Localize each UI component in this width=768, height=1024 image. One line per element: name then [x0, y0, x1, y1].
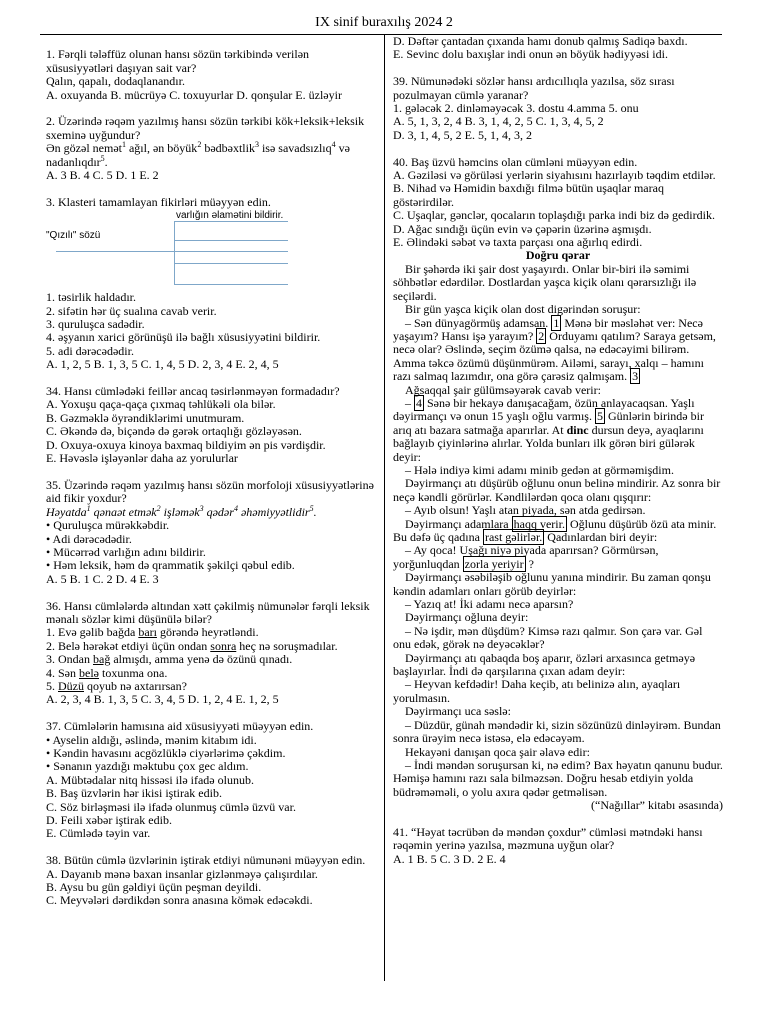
question-41 [393, 826, 723, 866]
answer-option: C. Əkəndə də, biçəndə də gərək ortaqlığı gözləyəsən. [46, 424, 302, 439]
story-paragraph: – İndi məndən soruşursan ki, nə edim? Bax həyatın qanunu budur. Həmişə hamını razı sala bilməzsən. Doğru hesab etdiyin yolda büdrəməməli, o yolu axıra qədər getməlisən. [393, 757, 723, 799]
story-paragraph: – Nə işdir, mən düşdüm? Kimsə razı qalmır. Son çarə var. Gəl onu edək, görək nə deyəcəklər? [393, 623, 703, 652]
answer-option: B. Gəzməklə öyrəndiklərimi unutmuram. [46, 410, 245, 425]
page-title: IX sinif buraxılış 2024 2 [315, 15, 453, 30]
answer-option: A. Gəziləsi və görüləsi yerlərin siyahısını hazırlayıb təqdim etdilər. [393, 168, 716, 183]
number-marker: 1 [553, 315, 560, 330]
list-item: • Quruluşca mürəkkəbdir. [46, 518, 170, 533]
answer-option: D. Feili xəbər iştirak edib. [46, 813, 172, 828]
question-38 [46, 854, 376, 908]
story-title: Doğru qərar [525, 248, 591, 263]
story-paragraph: – Ayıb olsun! Yaşlı atan piyada, sən atda gedirsən. [405, 503, 646, 518]
answer-option: B. Nihad və Həmidin baxdığı filmə bütün uşaqlar maraq göstərirdilər. [393, 181, 664, 209]
question-sentence: Ən gözəl nemət$^1$ ağıl, ən böyük$^2$ bədbəxtlik$^3$ isə savadsızlıq$^4$ və nadanlıqdır$^5$. [46, 140, 350, 169]
story-paragraph: Dəyirmançı əsəbiləşib oğlunu yanına mindirir. Bu zaman qonşu kəndin adamları onları görüb deyirlər: [393, 570, 711, 598]
story-paragraph: – Hələ indiyə kimi adamı minib gedən at görməmişdim. [405, 462, 674, 477]
left-column [46, 35, 376, 908]
list-item: 4. Sən belə toxunma ona. [46, 665, 168, 680]
story-source: (“Nağıllar” kitabı əsasında) [591, 798, 723, 813]
story-paragraph: – Heyvan kefdədir! Daha keçib, atı belinizə alın, ayaqları yorulmasın. [393, 677, 681, 705]
answer-options: A. 2, 3, 4 B. 1, 3, 5 C. 3, 4, 5 D. 1, 2, 4 E. 1, 2, 5 [46, 692, 279, 707]
column-divider [384, 34, 385, 981]
question-36 [46, 600, 376, 707]
question-text: 39. Nümunədəki sözlər hansı ardıcıllıqla yazılsa, söz sırası pozulmayan cümlə yaranar? [393, 74, 675, 102]
answer-option: D. Ağac sındığı üçün evin və çəpərin üzərinə aşmışdı. [393, 221, 652, 236]
question-text: 2. Üzərində rəqəm yazılmış hansı sözün tərkibi kök+leksik+leksik sxeminə uyğundur? [46, 114, 365, 142]
list-item: 1. təsirlik haldadır. [46, 290, 136, 305]
story-paragraph: Dəyirmançı adamlara haqq verir. Oğlunu düşürüb özü ata minir. Bu dəfə üç qadına rast gəlirlər. Qadınlardan biri deyir: [393, 516, 717, 544]
story-paragraph: Hekayəni danışan qoca şair əlavə edir: [405, 744, 590, 759]
answer-option: B. Aysu bu gün gəldiyi üçün peşman deyildi. [46, 880, 262, 895]
question-2 [46, 115, 376, 182]
question-words: 1. gələcək 2. dinləməyəcək 3. dostu 4.amma 5. onu [393, 101, 639, 116]
question-1 [46, 48, 376, 102]
answer-option: B. Baş üzvlərin hər ikisi iştirak edib. [46, 786, 222, 801]
cluster-line [174, 284, 288, 285]
story-paragraph: Ağsaqqal şair gülümsəyərək cavab verir: [405, 382, 601, 397]
cluster-line [56, 251, 288, 252]
list-item: 2. Belə hərəkət etdiyi üçün ondan sonra heç nə soruşmadılar. [46, 638, 338, 653]
story-paragraph: Bir gün yaşca kiçik olan dost digərindən soruşur: [405, 302, 641, 317]
answer-option: C. Uşaqlar, gənclər, qocaların toplaşdığı parka indi biz də gedirdik. [393, 208, 715, 223]
answer-option: E. Əlindəki səbət və taxta parçası ona ağırlıq edirdi. [393, 235, 643, 250]
answer-options: A. 1 B. 5 C. 3 D. 2 E. 4 [393, 851, 506, 866]
boxed-phrase: rast gəlirlər. [484, 530, 543, 544]
question-text: 37. Cümlələrin hamısına aid xüsusiyyəti müəyyən edin. [46, 719, 314, 734]
answer-options: A. 3 B. 4 C. 5 D. 1 E. 2 [46, 168, 159, 183]
question-37 [46, 720, 376, 841]
question-sentence: Həyatda$^1$ qənaət etmək$^2$ işləmək$^3$ qədər$^4$ əhəmiyyətlidir$^5$. [46, 503, 317, 519]
question-text: 38. Bütün cümlə üzvlərinin iştirak etdiyi nümunəni müəyyən edin. [46, 853, 366, 868]
question-text: 35. Üzərində rəqəm yazılmış hansı sözün morfoloji xüsusiyyətlərinə aid fikir yoxdur? [46, 477, 374, 506]
question-39 [393, 75, 723, 142]
answer-option: E. Həvəslə işləyənlər daha az yorulurlar [46, 451, 238, 466]
list-item: 4. əşyanın xarici görünüşü ilə bağlı xüsusiyyətini bildirir. [46, 330, 321, 345]
story-paragraph: – 4 Sənə bir hekayə danışacağam, özün anlayacaqsan. Yaşlı dəyirmançı və onun 15 yaşlı oğlu varmış. 5 Günlərin birində bir arıq atı bazara satmağa aparırlar. At dinc dursun deyə, ayaqlarını bağlayıb çiyinlərinə alırlar. Yolda bunları ilk görən biri gülərək deyir: [393, 395, 704, 464]
story-paragraph: – Ay qoca! Uşağı niyə piyada aparırsan? Görmürsən, yorğunluqdan zorla yeriyir ? [393, 543, 659, 571]
list-item: • Kəndin havasını acgözlüklə ciyərlərimə çəkdim. [46, 745, 286, 760]
list-item: • Ayselin aldığı, əslində, mənim kitabım idi. [46, 732, 257, 747]
number-marker: 2 [538, 328, 545, 343]
cluster-line [174, 240, 288, 241]
answer-option: E. Cümlədə təyin var. [46, 826, 151, 841]
list-item: 2. sifətin hər üç sualına cavab verir. [46, 303, 217, 318]
story [393, 249, 723, 812]
question-text: 41. “Həyat təcrübən də məndən çoxdur” cümləsi mətndəki hansı rəqəmin yerinə yazılsa, məzmuna uyğun olar? [393, 824, 703, 853]
answer-options: D. 3, 1, 4, 5, 2 E. 5, 1, 4, 3, 2 [393, 127, 532, 142]
answer-options: A. 5 B. 1 C. 2 D. 4 E. 3 [46, 571, 159, 586]
cluster-line [174, 263, 288, 264]
cluster-diagram [46, 209, 290, 287]
question-text: 1. Fərqli tələffüz olunan hansı sözün tərkibində verilən xüsusiyyətləri daşıyan sait var? [46, 47, 310, 75]
story-paragraph: Dəyirmançı uca səslə: [405, 704, 511, 719]
cluster-label: "Qızılı" sözü [46, 230, 101, 242]
story-paragraph: Dəyirmançı oğluna deyir: [405, 610, 529, 625]
cluster-line [174, 221, 288, 222]
boxed-phrase: haqq verir. [513, 516, 565, 531]
question-text: 40. Baş üzvü həmcins olan cümləni müəyyən edin. [393, 154, 638, 169]
answer-options: A. 1, 2, 5 B. 1, 3, 5 C. 1, 4, 5 D. 2, 3, 4 E. 2, 4, 5 [46, 357, 279, 372]
answer-option: C. Söz birləşməsi ilə ifadə olunmuş cümlə üzvü var. [46, 799, 296, 814]
question-words: Qalın, qapalı, dodaqlanandır. [46, 74, 185, 89]
list-item: 3. Ondan bağ almışdı, amma yenə də özünü qınadı. [46, 652, 293, 667]
number-marker: 3 [632, 369, 639, 384]
answer-option: D. Dəftər çantadan çıxanda hamı donub qalmış Sadiqə baxdı. [393, 34, 688, 48]
list-item: 5. adi dərəcədədir. [46, 343, 134, 358]
question-text: 34. Hansı cümlədəki feillər ancaq təsirlənməyən formadadır? [46, 384, 340, 399]
question-35 [46, 479, 376, 586]
answer-options: A. 5, 1, 3, 2, 4 B. 3, 1, 4, 2, 5 C. 1, 3, 4, 5, 2 [393, 114, 604, 129]
list-item: • Sənanın yazdığı məktubu çox gec aldım. [46, 759, 249, 774]
cluster-frame [174, 221, 289, 285]
list-item: • Mücərrəd varlığın adını bildirir. [46, 544, 206, 559]
cluster-top-text: varlığın əlamətini bildirir. [176, 210, 284, 222]
story-paragraph: Dəyirmançı atı qabaqda boş aparır, özləri arxasınca getməyə başlayırlar. İndi də qarşılarına çıxan adam deyir: [393, 650, 696, 679]
answer-option: A. Yoxuşu qaça-qaça çıxmaq təhlükəli ola bilər. [46, 397, 276, 412]
story-paragraph: Dəyirmançı atı düşürüb oğlunu onun belinə mindirir. Az sonra bir neçə kəndli görürlər. Kəndlilərdən qoca olanı qışqırır: [393, 476, 721, 504]
list-item: 3. quruluşca sadədir. [46, 317, 145, 332]
list-item: • Həm leksik, həm də qrammatik şəkilçi qəbul edib. [46, 558, 295, 573]
answer-option: E. Sevinc dolu baxışlar indi onun ən böyük hədiyyəsi idi. [393, 47, 668, 62]
story-paragraph: – Düzdür, günah məndədir ki, sizin sözünüzü dinləyirəm. Bundan sonra ürəyim necə istəsə, elə edəcəyəm. [393, 717, 721, 746]
list-item: 5. Düzü qoyub nə axtarırsan? [46, 678, 187, 693]
number-marker: 5 [596, 409, 603, 424]
list-item: • Adi dərəcədədir. [46, 531, 132, 546]
number-marker: 4 [416, 395, 422, 410]
question-text: 3. Klasteri tamamlayan fikirləri müəyyən edin. [46, 194, 271, 209]
answer-option: D. Oxuya-oxuya kinoya baxmaq bildiyim ən pis vərdişdir. [46, 437, 326, 452]
boxed-phrase: zorla yeriyir [464, 556, 524, 571]
question-34 [46, 385, 376, 465]
answer-option: C. Meyvələri dərdikdən sonra anasına kömək edəcəkdi. [46, 893, 313, 908]
story-paragraph: – Sən dünyagörmüş adamsan. 1 Mənə bir məsləhət ver: Necə yaşayım? Hansı işə yarayım? 2 Orduyamı qatılım? Saraya getsəm, necə olar? Əslində, seçim özümə qalsa, nə edəcəyimi bilirəm. Amma təkcə özümü düşünmürəm. Ailəmi, sarayı, xalqı – hamını razı salmaq lazımdır, ona görə çarəsiz qalmışam. 3 [393, 315, 716, 384]
story-paragraph: – Yazıq at! İki adamı necə aparsın? [405, 597, 574, 612]
question-3 [46, 196, 376, 372]
right-column [393, 35, 723, 866]
answer-option: A. Dayanıb mənə baxan insanlar gizlənməyə çalışırdılar. [46, 866, 318, 881]
question-40 [393, 156, 723, 250]
question-text: 36. Hansı cümlələrdə altından xətt çəkilmiş nümunələr fərqli leksik mənalı sözlər kimi düşünülə bilər? [46, 598, 370, 626]
story-paragraph: Bir şəhərdə iki şair dost yaşayırdı. Onlar bir-biri ilə səmimi söhbətlər edərdilər. Dostlardan yaşca kiçik olanı qərarsızlığı ilə seçilərdi. [393, 261, 697, 303]
answer-options: A. oxuyanda B. mücrüyə C. toxuyurlar D. qonşular E. üzləyir [46, 87, 342, 102]
list-item: 1. Evə gəlib bağda barı görəndə heyrətləndi. [46, 625, 259, 640]
answer-option: A. Mübtədalar nitq hissəsi ilə ifadə olunub. [46, 772, 254, 787]
